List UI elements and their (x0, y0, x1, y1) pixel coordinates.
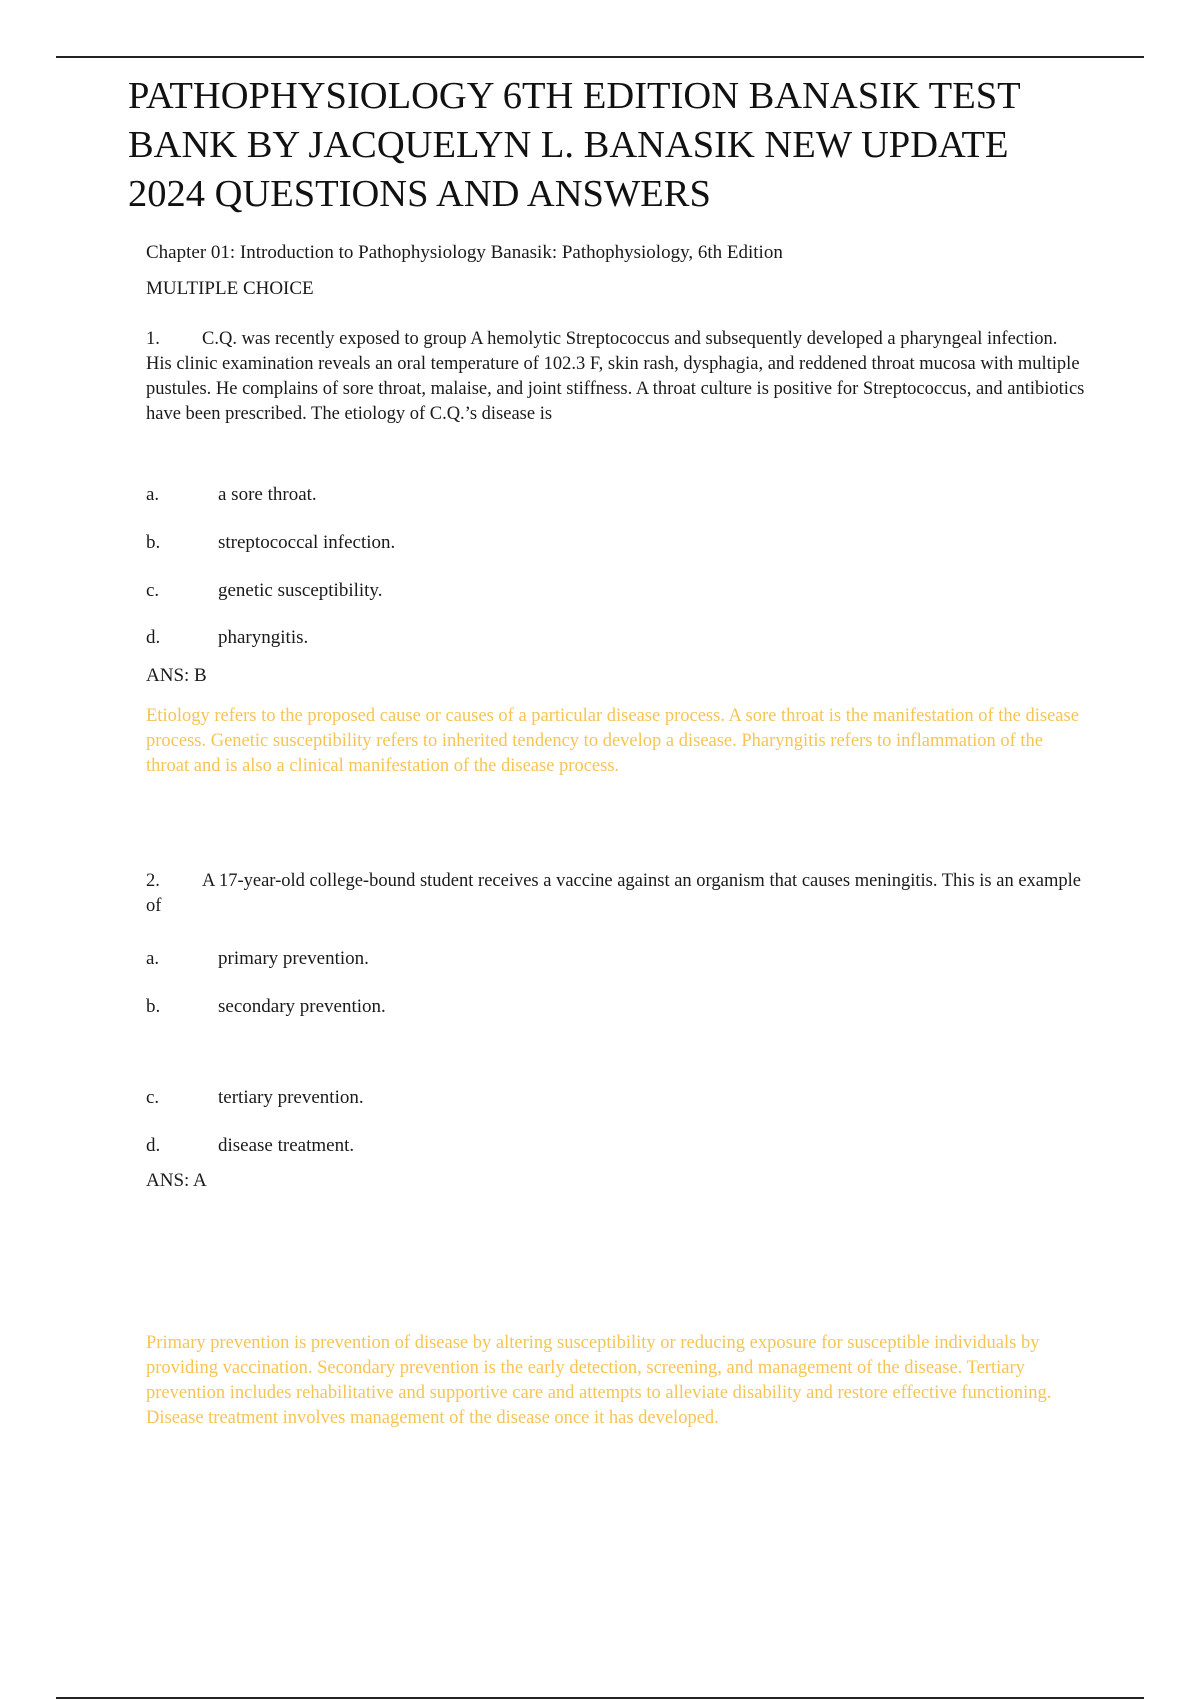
option-text: streptococcal infection. (218, 532, 396, 553)
top-rule (56, 56, 1144, 58)
question-1-number: 1. (146, 329, 160, 349)
option-text: tertiary prevention. (218, 1087, 364, 1108)
question-1-option-c (146, 580, 382, 602)
chapter-heading: Chapter 01: Introduction to Pathophysiology Banasik: Pathophysiology, 6th Edition (146, 242, 783, 263)
question-2-option-b (146, 996, 386, 1018)
question-2-text: A 17-year-old college-bound student receives a vaccine against an organism that causes meningitis. This is an example of (146, 871, 1081, 916)
option-text: pharyngitis. (218, 627, 309, 648)
question-1-answer: ANS: B (146, 665, 207, 686)
question-2-option-c (146, 1087, 364, 1109)
option-letter: d. (146, 627, 161, 648)
question-1-rationale: Etiology refers to the proposed cause or causes of a particular disease process. A sore throat is the manifestation of the disease process. Genetic susceptibility refers to inherited tendency to develop a disease. Pharyngitis refers to inflammation of the throat and is also a clinical manifestation of the disease process. (146, 706, 1079, 776)
question-2-number: 2. (146, 871, 160, 891)
question-2-option-d (146, 1135, 354, 1157)
option-text: genetic susceptibility. (218, 580, 383, 601)
option-letter: b. (146, 532, 161, 553)
option-text: primary prevention. (218, 948, 369, 969)
question-1-option-d (146, 627, 308, 649)
question-1-text: C.Q. was recently exposed to group A hemolytic Streptococcus and subsequently developed a pharyngeal infection. His clinic examination reveals an oral temperature of 102.3 F, skin rash, dysphagia, and reddened throat mucosa with multiple pustules. He complains of sore throat, malaise, and joint stiffness. A throat culture is positive for Streptococcus, and antibiotics have been prescribed. The etiology of C.Q.’s disease is (146, 329, 1085, 424)
question-2-option-a (146, 948, 369, 970)
bottom-rule (56, 1697, 1144, 1699)
question-1-option-b (146, 532, 395, 554)
option-text: disease treatment. (218, 1135, 355, 1156)
option-text: secondary prevention. (218, 996, 386, 1017)
question-2-answer: ANS: A (146, 1170, 207, 1191)
document-title: PATHOPHYSIOLOGY 6TH EDITION BANASIK TEST BANK BY JACQUELYN L. BANASIK NEW UPDATE 2024 QUESTIONS AND ANSWERS (128, 75, 1020, 215)
question-2-rationale: Primary prevention is prevention of disease by altering susceptibility or reducing exposure for susceptible individuals by providing vaccination. Secondary prevention is the early detection, screening, and management of the disease. Tertiary prevention includes rehabilitative and supportive care and attempts to alleviate disability and restore effective functioning. Disease treatment involves management of the disease once it has developed. (146, 1333, 1052, 1428)
option-letter: d. (146, 1135, 161, 1156)
option-letter: b. (146, 996, 161, 1017)
section-heading: MULTIPLE CHOICE (146, 278, 314, 299)
question-2-stem (146, 869, 1086, 919)
option-letter: c. (146, 1087, 160, 1108)
question-1-stem (146, 327, 1086, 427)
option-letter: c. (146, 580, 160, 601)
option-letter: a. (146, 484, 160, 505)
option-text: a sore throat. (218, 484, 317, 505)
question-1-option-a (146, 484, 317, 506)
option-letter: a. (146, 948, 160, 969)
